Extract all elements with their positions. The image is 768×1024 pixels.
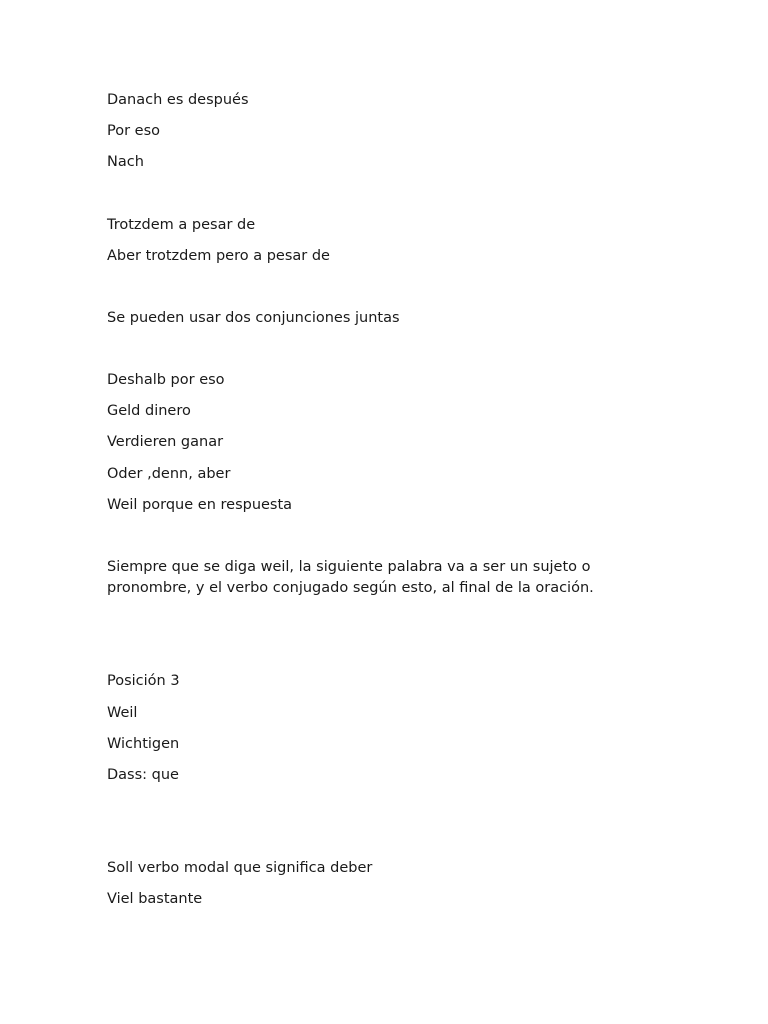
text-line: Nach xyxy=(107,154,144,170)
text-line: Deshalb por eso xyxy=(107,372,225,388)
text-line: Oder ,denn, aber xyxy=(107,466,231,482)
text-line: Trotzdem a pesar de xyxy=(107,217,256,233)
text-line: Danach es después xyxy=(107,92,249,108)
text-line: Geld dinero xyxy=(107,403,191,419)
text-line: Weil xyxy=(107,705,138,721)
text-line: Por eso xyxy=(107,123,161,139)
text-line: Weil porque en respuesta xyxy=(107,497,293,513)
text-line: Se pueden usar dos conjunciones juntas xyxy=(107,310,400,326)
text-line: Verdieren ganar xyxy=(107,434,224,450)
text-line: Viel bastante xyxy=(107,891,203,907)
text-line: Soll verbo modal que significa deber xyxy=(107,860,373,876)
text-paragraph: Siempre que se diga weil, la siguiente palabra va a ser un sujeto o pronombre, y el verbo conjugado según esto, al final de la oración. xyxy=(107,559,594,596)
text-line: Aber trotzdem pero a pesar de xyxy=(107,248,330,264)
text-line: Wichtigen xyxy=(107,736,180,752)
text-line: Dass: que xyxy=(107,767,179,783)
text-line: Posición 3 xyxy=(107,673,180,689)
